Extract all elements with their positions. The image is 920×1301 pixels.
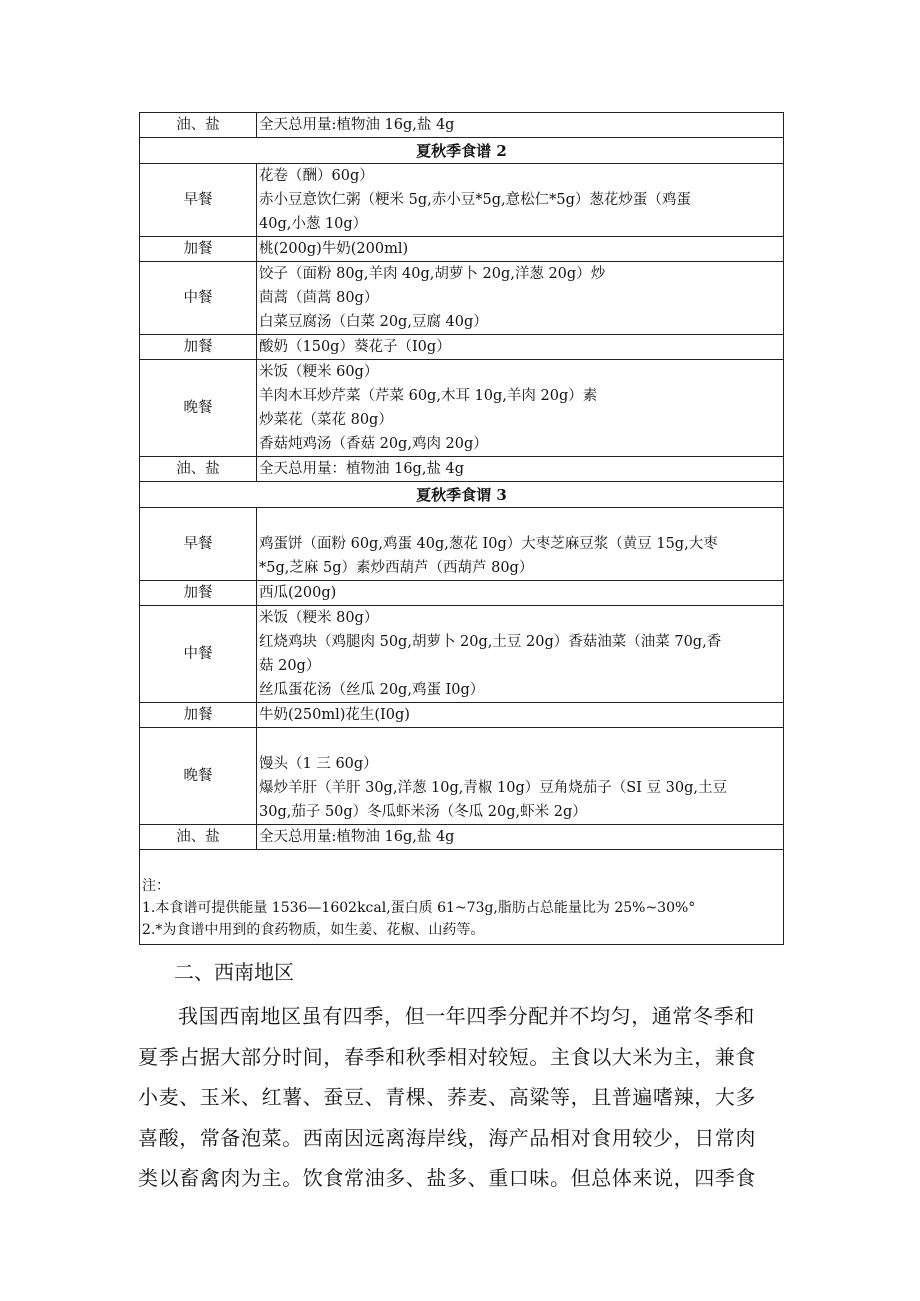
note-item: 1.本食谱可提供能量 1536—1602kcal,蛋白质 61~73g,脂肪占总能量比为 25%~30%° [142, 900, 696, 916]
item-line: 30g,茄子 50g）冬瓜虾米汤（冬瓜 20g,虾米 2g） [259, 804, 587, 820]
item-line: 丝瓜蛋花汤（丝瓜 20g,鸡蛋 I0g） [259, 682, 485, 698]
notes-label: 注： [142, 878, 170, 894]
meal-items [257, 113, 784, 138]
table-row [140, 113, 784, 138]
item-line: 全天总用量:植物油 16g,盐 4g [259, 117, 455, 133]
paragraph-line: 我国西南地区虽有四季，但一年四季分配并不均匀，通常冬季和 [178, 1004, 755, 1028]
table-row [140, 581, 784, 606]
section-heading: 二、西南地区 [174, 960, 294, 984]
item-line: 全天总用量:植物油 16g,盐 4g [259, 829, 455, 845]
paragraph-line: 夏季占据大部分时间，春季和秋季相对较短。主食以大米为主，兼食 [138, 1044, 756, 1069]
menu-title: 夏秋季食谓 3 [140, 482, 784, 508]
menu-title: 夏秋季食谱 2 [140, 138, 784, 164]
item-line: 爆炒羊肝（羊肝 30g,洋葱 10g,青椒 10g）豆角烧茄子（SI 豆 30g,土豆 [259, 780, 727, 796]
item-line: 米饭（粳米 60g） [259, 364, 379, 380]
notes-box [139, 847, 784, 945]
meal-label: 加餐 [140, 703, 257, 728]
item-line: 酸奶（150g）葵花子（I0g） [259, 339, 451, 355]
recipe-table [139, 112, 784, 850]
item-line: 香菇炖鸡汤（香菇 20g,鸡肉 20g） [259, 436, 488, 452]
note-item: 2.*为食谱中用到的食药物质，如生姜、花椒、山药等。 [142, 922, 485, 938]
table-row [140, 703, 784, 728]
table-title-row [140, 138, 784, 164]
item-line: 赤小豆意饮仁粥（粳米 5g,赤小豆*5g,意松仁*5g）葱花炒蛋（鸡蛋 [259, 192, 691, 208]
item-line: 茴蒿（茴蒿 80g） [259, 290, 379, 306]
meal-items [257, 508, 784, 581]
meal-items [257, 360, 784, 457]
meal-items [257, 606, 784, 703]
item-line: 馒头（1 三 60g） [259, 756, 378, 772]
item-line: 炒菜花（菜花 80g） [259, 412, 393, 428]
meal-items [257, 825, 784, 850]
meal-label: 油、盐 [140, 113, 257, 138]
meal-items [257, 262, 784, 335]
table-row [140, 164, 784, 237]
meal-items [257, 581, 784, 606]
table-row [140, 508, 784, 581]
table-row [140, 457, 784, 482]
item-line: 鸡蛋饼（面粉 60g,鸡蛋 40g,葱花 I0g）大枣芝麻豆浆（黄豆 15g,大枣 [259, 536, 718, 552]
item-line: 米饭（粳米 80g） [259, 610, 379, 626]
meal-label: 加餐 [140, 237, 257, 262]
meal-items [257, 728, 784, 825]
meal-items [257, 335, 784, 360]
item-line: 40g,小葱 10g） [259, 216, 368, 232]
item-line: 白菜豆腐汤（白菜 20g,豆腐 40g） [259, 314, 488, 330]
meal-items [257, 457, 784, 482]
meal-label: 中餐 [140, 606, 257, 703]
paragraph-line: 类以畜禽肉为主。饮食常油多、盐多、重口味。但总体来说，四季食 [138, 1166, 756, 1190]
table-row [140, 360, 784, 457]
meal-items [257, 237, 784, 262]
table-row [140, 237, 784, 262]
meal-label: 晚餐 [140, 360, 257, 457]
meal-label: 加餐 [140, 335, 257, 360]
body-paragraph [138, 996, 788, 1199]
item-line: 羊肉木耳炒芹菜（芹菜 60g,木耳 10g,羊肉 20g）素 [259, 388, 598, 404]
meal-label: 油、盐 [140, 457, 257, 482]
item-line: 菇 20g） [259, 658, 321, 674]
item-line: 全天总用量：植物油 16g,盐 4g [259, 461, 465, 477]
meal-label: 早餐 [140, 164, 257, 237]
meal-items [257, 164, 784, 237]
meal-items [257, 703, 784, 728]
meal-label: 早餐 [140, 508, 257, 581]
table-row [140, 335, 784, 360]
table-row [140, 262, 784, 335]
item-line: 红烧鸡块（鸡腿肉 50g,胡萝卜 20g,土豆 20g）香菇油菜（油菜 70g,香 [259, 634, 722, 650]
meal-label: 加餐 [140, 581, 257, 606]
table-row [140, 606, 784, 703]
item-line: 西瓜(200g) [259, 585, 337, 601]
meal-label: 中餐 [140, 262, 257, 335]
item-line: 花卷（酬）60g） [259, 168, 374, 184]
item-line: 牛奶(250ml)花生(I0g) [259, 707, 410, 723]
item-line: 饺子（面粉 80g,羊肉 40g,胡萝卜 20g,洋葱 20g）炒 [259, 266, 606, 282]
table-title-row [140, 482, 784, 508]
meal-label: 晚餐 [140, 728, 257, 825]
table-row [140, 728, 784, 825]
meal-label: 油、盐 [140, 825, 257, 850]
paragraph-line: 喜酸，常备泡菜。西南因远离海岸线，海产品相对食用较少，日常肉 [138, 1125, 756, 1150]
table-row [140, 825, 784, 850]
item-line: 桃(200g)牛奶(200ml) [259, 241, 409, 257]
paragraph-line: 小麦、玉米、红薯、蚕豆、青棵、荞麦、高粱等，且普遍嗜辣，大多 [138, 1085, 756, 1109]
item-line: *5g,芝麻 5g）素炒西葫芦（西葫芦 80g） [259, 560, 534, 576]
